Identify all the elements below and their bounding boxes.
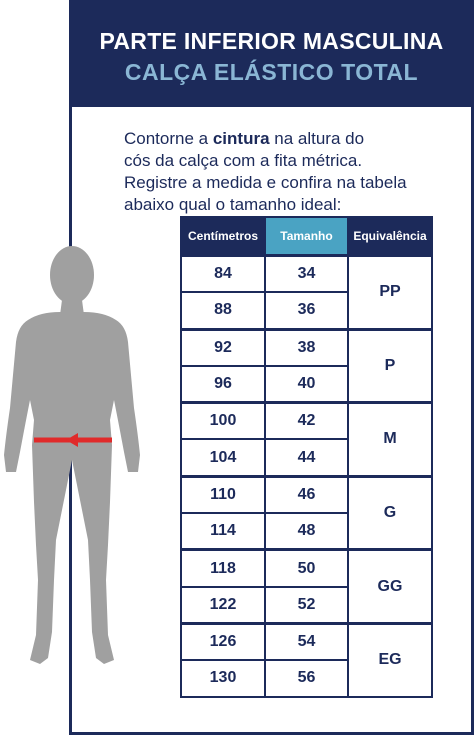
instructions-text — [124, 128, 464, 216]
equivalence-cell: P — [348, 329, 432, 403]
size-cell: 34 — [265, 256, 348, 293]
size-cell: 40 — [265, 366, 348, 403]
size-cell: 36 — [265, 292, 348, 329]
header-banner — [69, 0, 474, 107]
column-header-equivalence: Equivalência — [348, 217, 432, 256]
table-row — [181, 623, 432, 660]
column-header-size: Tamanho — [265, 217, 348, 256]
size-table-header-row — [181, 217, 432, 256]
centimeters-cell: 88 — [181, 292, 265, 329]
centimeters-cell: 84 — [181, 256, 265, 293]
size-cell: 38 — [265, 329, 348, 366]
male-body-silhouette-icon — [0, 240, 170, 680]
table-row — [181, 403, 432, 440]
equivalence-cell: G — [348, 476, 432, 550]
size-cell: 54 — [265, 623, 348, 660]
size-cell: 56 — [265, 660, 348, 696]
instructions-highlight-waist: cintura — [212, 129, 270, 148]
table-row — [181, 550, 432, 587]
table-row — [181, 256, 432, 293]
equivalence-cell: GG — [348, 550, 432, 624]
centimeters-cell: 126 — [181, 623, 265, 660]
centimeters-cell: 110 — [181, 476, 265, 513]
centimeters-cell: 118 — [181, 550, 265, 587]
equivalence-cell: PP — [348, 256, 432, 330]
centimeters-cell: 114 — [181, 513, 265, 550]
size-cell: 46 — [265, 476, 348, 513]
centimeters-cell: 100 — [181, 403, 265, 440]
size-cell: 44 — [265, 439, 348, 476]
table-row — [181, 329, 432, 366]
instructions-line-1 — [124, 128, 464, 150]
table-row — [181, 476, 432, 513]
equivalence-cell: EG — [348, 623, 432, 696]
centimeters-cell: 96 — [181, 366, 265, 403]
size-cell: 48 — [265, 513, 348, 550]
column-header-centimeters: Centímetros — [181, 217, 265, 256]
size-table — [180, 216, 433, 698]
size-cell: 42 — [265, 403, 348, 440]
centimeters-cell: 130 — [181, 660, 265, 696]
equivalence-cell: M — [348, 403, 432, 477]
centimeters-cell: 104 — [181, 439, 265, 476]
size-cell: 50 — [265, 550, 348, 587]
page-title: PARTE INFERIOR MASCULINA — [99, 28, 444, 54]
centimeters-cell: 92 — [181, 329, 265, 366]
instructions-line-4: abaixo qual o tamanho ideal: — [124, 195, 342, 214]
instructions-line-3: Registre a medida e confira na tabela — [124, 173, 407, 192]
instructions-line-1-pre: Contorne a — [124, 129, 213, 148]
page-subtitle: CALÇA ELÁSTICO TOTAL — [124, 59, 419, 85]
instructions-line-2: cós da calça com a fita métrica. — [124, 151, 363, 170]
instructions-line-1-post: na altura do — [269, 129, 365, 148]
size-cell: 52 — [265, 587, 348, 624]
centimeters-cell: 122 — [181, 587, 265, 624]
